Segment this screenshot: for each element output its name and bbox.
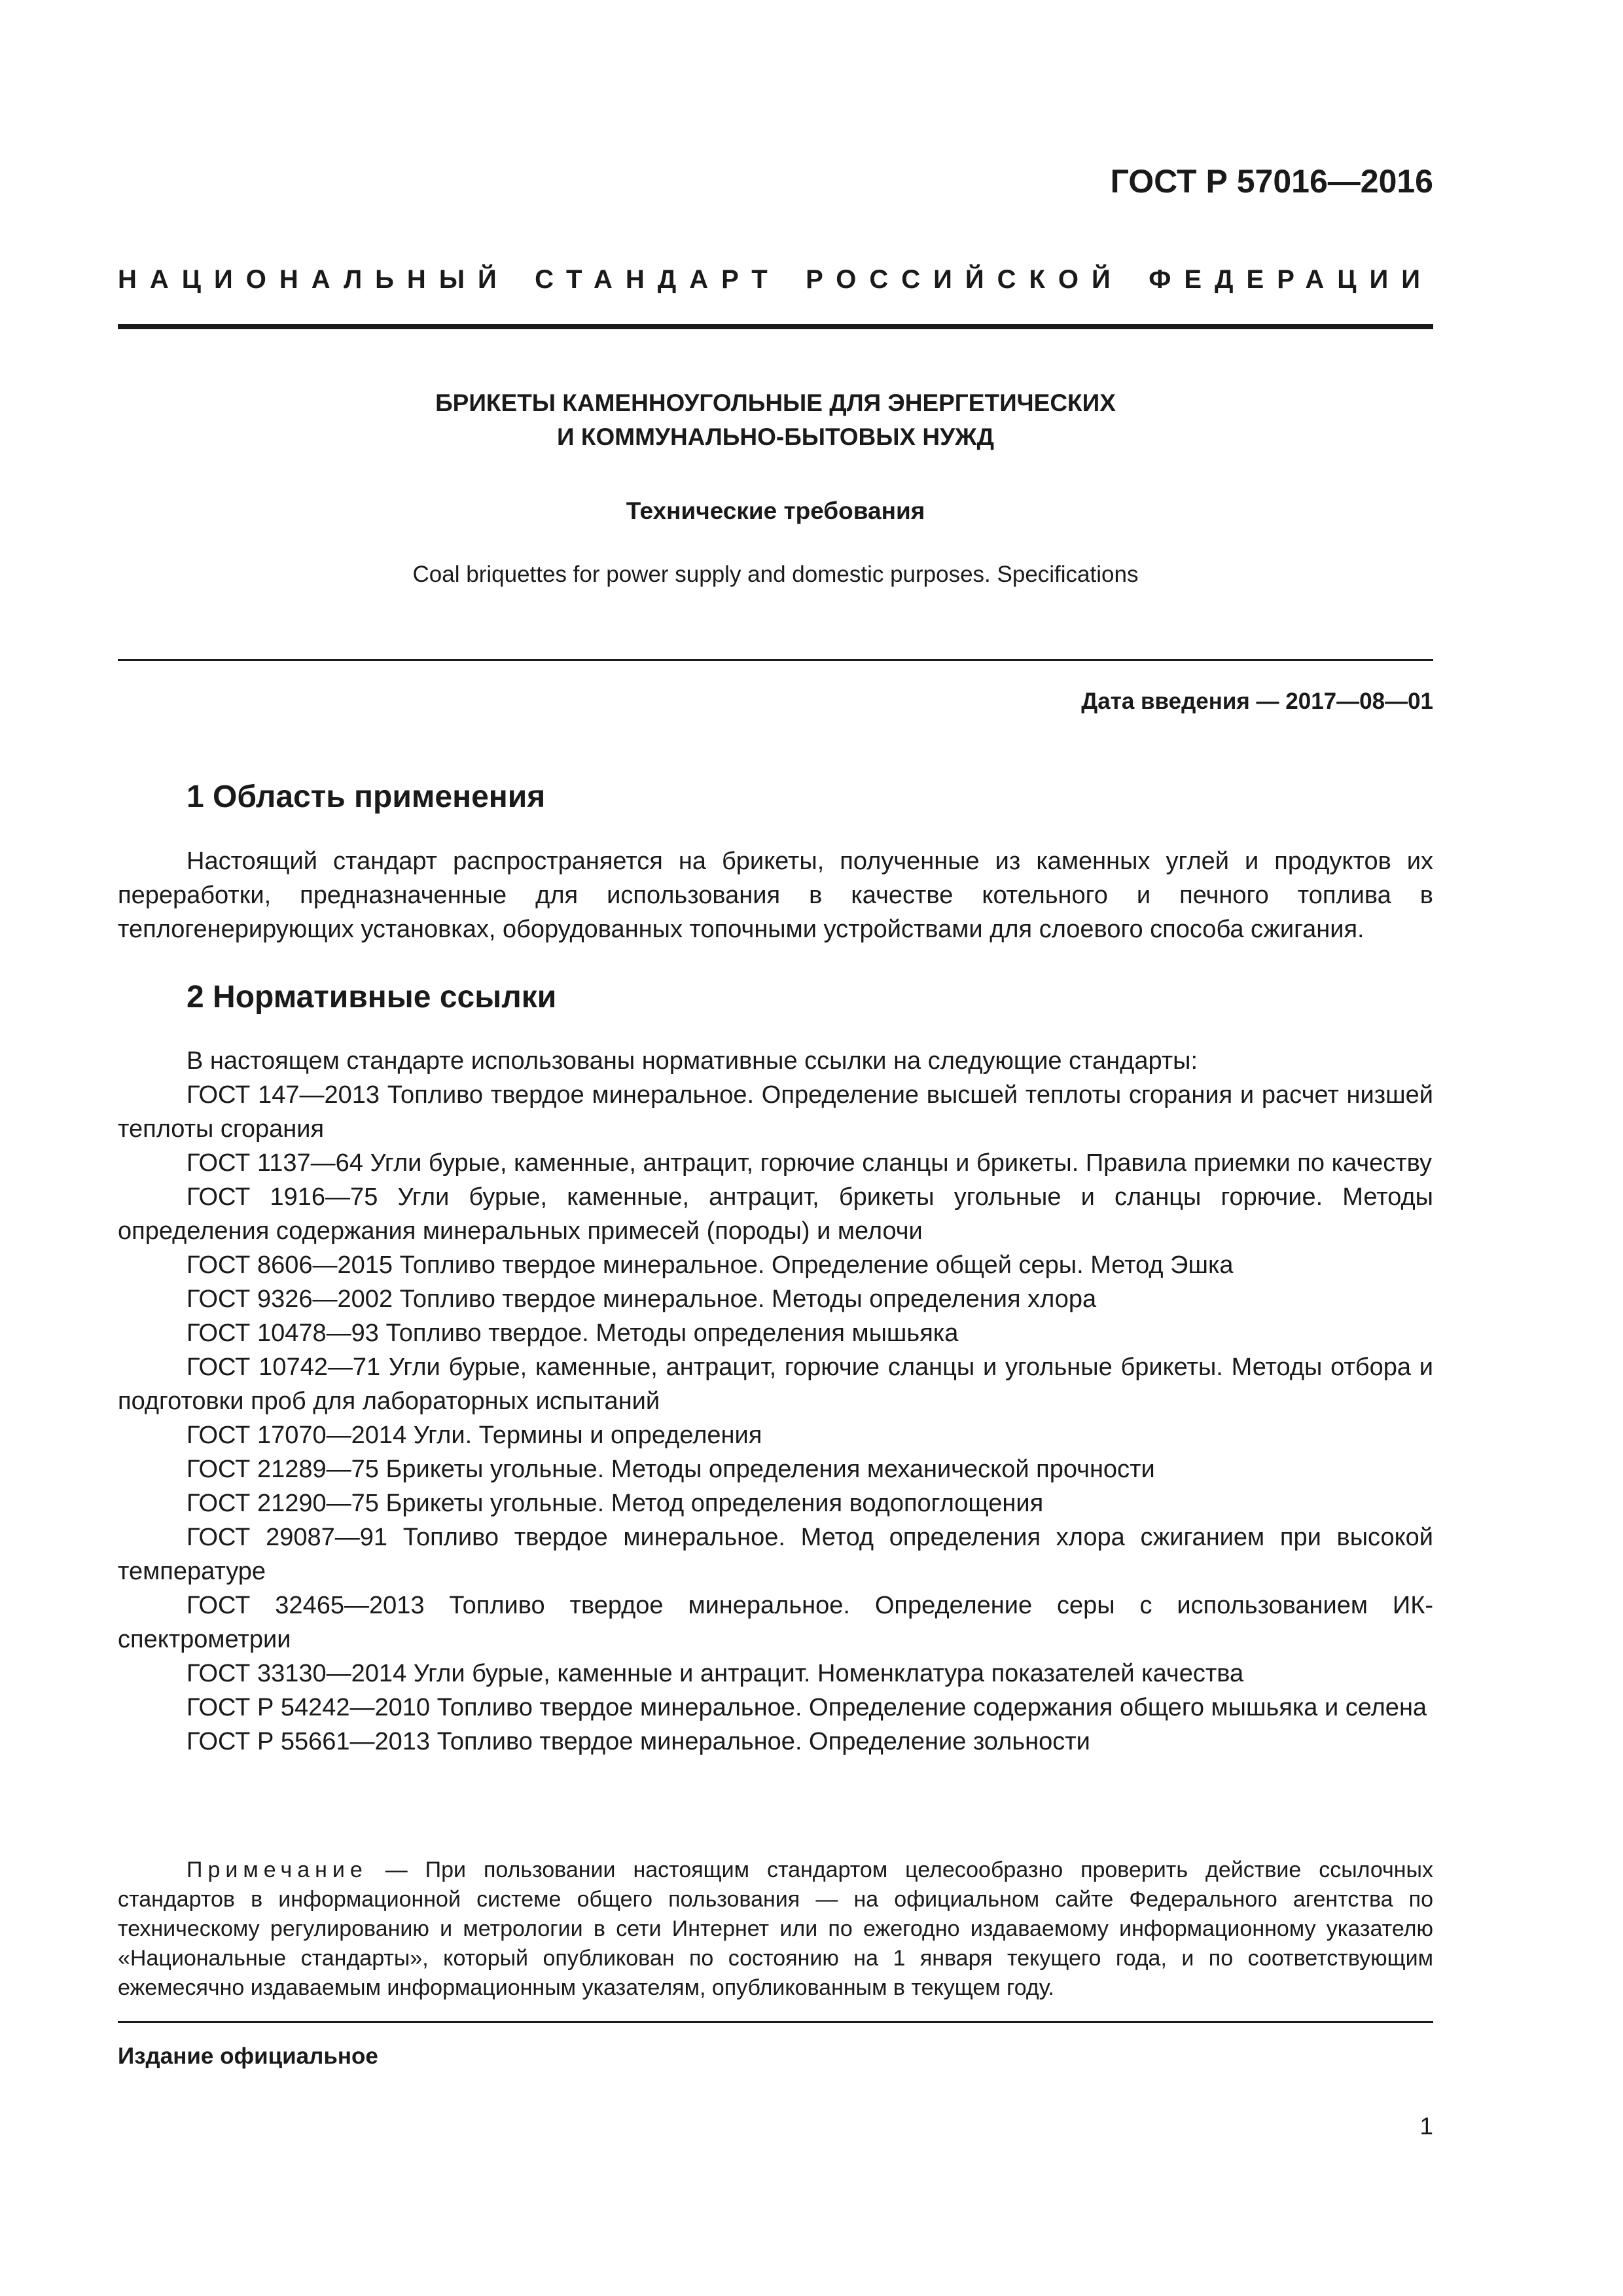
reference-item: ГОСТ 9326—2002 Топливо твердое минеральное. Методы определения хлора xyxy=(187,1285,1097,1313)
national-standard-banner xyxy=(118,265,1433,295)
reference-item: ГОСТ 1916—75 Угли бурые, каменные, антрацит, брикеты угольные и сланцы горючие. Методы определения содержания минеральных примесей (породы) и мелочи xyxy=(118,1183,1433,1245)
document-code: ГОСТ Р 57016—2016 xyxy=(1110,163,1433,200)
footer-divider xyxy=(118,2021,1433,2023)
reference-item: ГОСТ 29087—91 Топливо твердое минеральное. Метод определения хлора сжиганием при высокой температуре xyxy=(118,1524,1433,1585)
page-number: 1 xyxy=(1419,2113,1433,2140)
official-edition-label: Издание официальное xyxy=(118,2043,378,2069)
references-intro: В настоящем стандарте использованы нормативные ссылки на следующие стандарты: xyxy=(187,1047,1198,1075)
banner-word: НАЦИОНАЛЬНЫЙ xyxy=(118,265,510,294)
introduction-date: Дата введения — 2017—08—01 xyxy=(1081,689,1433,714)
reference-item: ГОСТ 147—2013 Топливо твердое минеральное. Определение высшей теплоты сгорания и расчет низшей теплоты сгорания xyxy=(118,1081,1433,1143)
banner-word: РОССИЙСКОЙ xyxy=(806,265,1124,294)
section-heading: 2 Нормативные ссылки xyxy=(187,980,557,1014)
reference-item: ГОСТ 17070—2014 Угли. Термины и определения xyxy=(187,1422,762,1449)
reference-item: ГОСТ 21290—75 Брикеты угольные. Метод определения водопоглощения xyxy=(187,1490,1044,1517)
reference-item: ГОСТ 1137—64 Угли бурые, каменные, антрацит, горючие сланцы и брикеты. Правила приемки по качеству xyxy=(187,1149,1433,1177)
reference-item: ГОСТ 21289—75 Брикеты угольные. Методы определения механической прочности xyxy=(187,1456,1155,1483)
header-divider xyxy=(118,324,1433,329)
reference-item: ГОСТ 10742—71 Угли бурые, каменные, антрацит, горючие сланцы и угольные брикеты. Методы отбора и подготовки проб для лабораторных испытаний xyxy=(118,1354,1433,1415)
english-title: Coal briquettes for power supply and domestic purposes. Specifications xyxy=(412,562,1139,587)
reference-item: ГОСТ Р 55661—2013 Топливо твердое минеральное. Определение зольности xyxy=(187,1728,1090,1755)
reference-item: ГОСТ 33130—2014 Угли бурые, каменные и антрацит. Номенклатура показателей качества xyxy=(187,1660,1244,1687)
references-section xyxy=(118,1044,1433,1759)
section-heading: 1 Область применения xyxy=(187,780,546,814)
note-label: Примечание xyxy=(187,1857,368,1882)
note-text: — При пользовании настоящим стандартом целесообразно проверить действие ссылочных стандартов в информационной системе общего пользования — на официальном сайте Федерального агентства по техническому регулированию и метрологии в сети Интернет или по ежегодно издаваемому информационному указателю «Национальные стандарты», который опубликован по состоянию на 1 января текущего года, и по соответствующим ежемесячно издаваемым информационным указателям, опубликованным в текущем году. xyxy=(118,1857,1433,2000)
reference-item: ГОСТ 32465—2013 Топливо твердое минеральное. Определение серы с использованием ИК-спектрометрии xyxy=(118,1592,1433,1653)
note-block xyxy=(118,1856,1433,2003)
title-line: БРИКЕТЫ КАМЕННОУГОЛЬНЫЕ ДЛЯ ЭНЕРГЕТИЧЕСКИХ xyxy=(435,389,1116,416)
title-divider xyxy=(118,659,1433,661)
title-line: И КОММУНАЛЬНО-БЫТОВЫХ НУЖД xyxy=(557,423,994,450)
document-subtitle: Технические требования xyxy=(626,497,925,524)
reference-item: ГОСТ Р 54242—2010 Топливо твердое минеральное. Определение содержания общего мышьяка и селена xyxy=(187,1694,1427,1721)
reference-item: ГОСТ 8606—2015 Топливо твердое минеральное. Определение общей серы. Метод Эшка xyxy=(187,1251,1234,1279)
reference-item: ГОСТ 10478—93 Топливо твердое. Методы определения мышьяка xyxy=(187,1319,959,1347)
document-title xyxy=(118,386,1433,454)
banner-word: СТАНДАРТ xyxy=(535,265,781,294)
banner-word: ФЕДЕРАЦИИ xyxy=(1149,265,1433,294)
scope-paragraph: Настоящий стандарт распространяется на брикеты, полученные из каменных углей и продуктов их переработки, предназначенные для использования в качестве котельного и печного топлива в теплогенерирующих установках, оборудованных топочными устройствами для слоевого способа сжигания. xyxy=(118,848,1433,943)
scope-section xyxy=(118,844,1433,946)
